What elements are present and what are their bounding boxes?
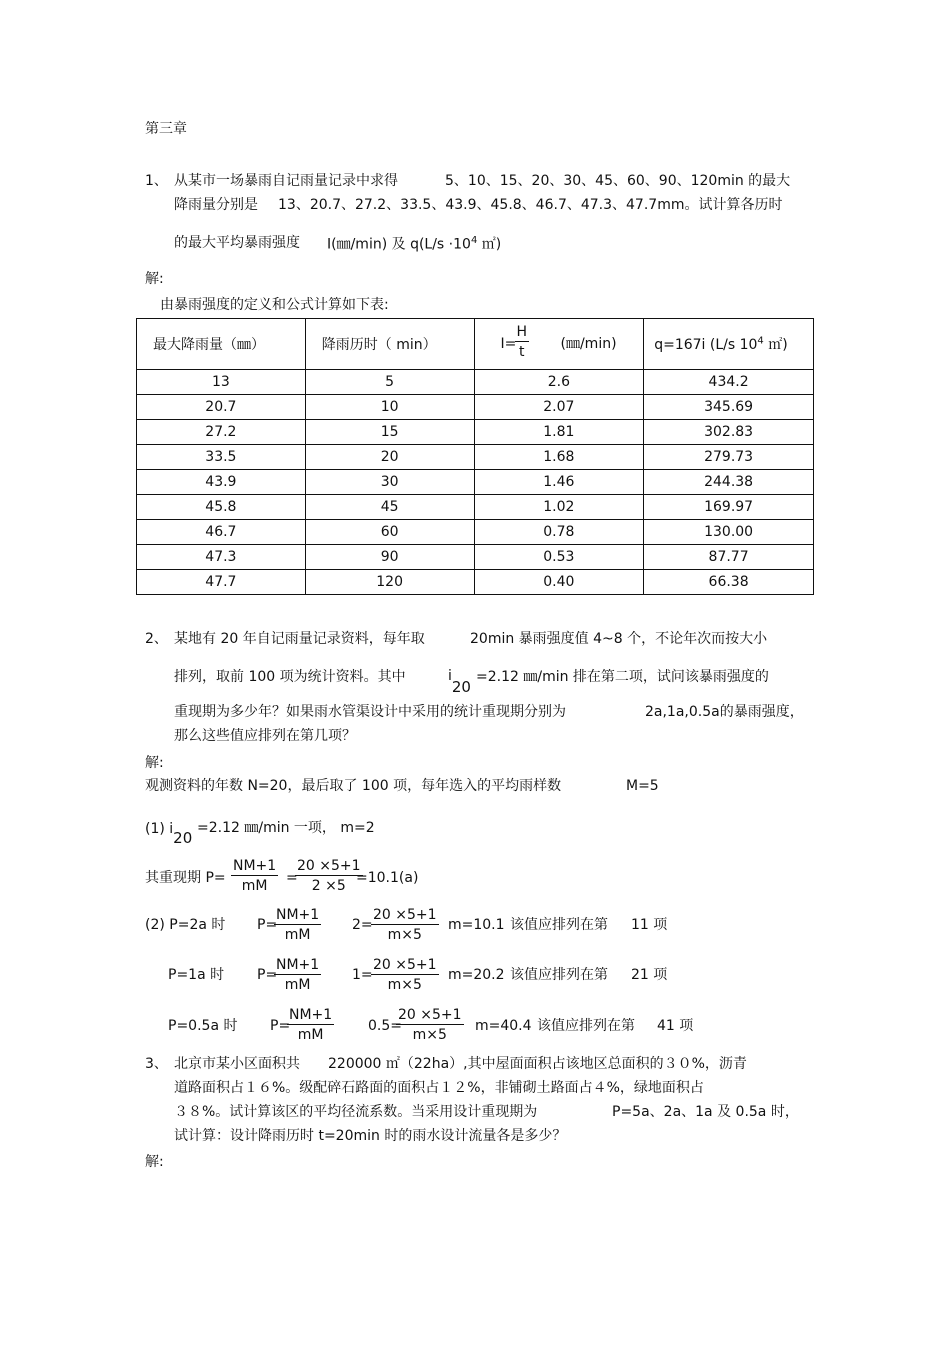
- q2-text-3a: 重现期为多少年？如果雨水管渠设计中采用的统计重现期分别为: [174, 704, 566, 720]
- case-1a-label: P=1a 时: [168, 967, 225, 983]
- table-row: [137, 495, 814, 520]
- q3-text-3b: P=5a、2a、1a 及 0.5a 时，: [612, 1104, 799, 1120]
- q3-text-1a: 北京市某小区面积共: [174, 1056, 300, 1072]
- case-05a-desc: 该值应排列在第: [537, 1018, 635, 1034]
- table-cell: 1.46: [474, 470, 644, 495]
- q1-solution-label: 解:: [145, 271, 164, 287]
- table-cell: 10: [305, 395, 474, 420]
- case-1a-fraction-values: $\frac{20 \times 5+1}{m\times 5}$: [373, 957, 437, 993]
- case-05a-label: P=0.5a 时: [168, 1018, 238, 1034]
- q2-text-2b: =2.12 ㎜/min 排在第二项，试问该暴雨强度的: [476, 669, 769, 685]
- q1-solution-intro: 由暴雨强度的定义和公式计算如下表:: [160, 297, 389, 313]
- table-cell: 279.73: [644, 445, 814, 470]
- table-cell: 87.77: [644, 545, 814, 570]
- q3-text-2: 道路面积占１６%。级配碎石路面的面积占１２%，非铺砌土路面占４%，绿地面积占: [174, 1080, 704, 1096]
- table-cell: 60: [305, 520, 474, 545]
- rp-equals: =: [286, 870, 298, 886]
- table-row: [137, 545, 814, 570]
- q2-number: 2、: [145, 631, 168, 647]
- table-cell: 66.38: [644, 570, 814, 595]
- case-1a-value: 1=: [352, 967, 373, 983]
- table-header-row: [137, 319, 814, 370]
- q1-text-2b: 13、20.7、27.2、33.5、43.9、45.8、46.7、47.3、47.7mm。试计算各历时: [278, 197, 783, 213]
- case-05a-m: m=40.4: [475, 1018, 532, 1034]
- header-q: q=167i (L/s $10^4$ ㎡): [644, 319, 814, 370]
- q2-observation-text: 观测资料的年数 N=20，最后取了 100 项，每年选入的平均雨样数: [145, 778, 562, 794]
- table-cell: 45.8: [137, 495, 306, 520]
- table-cell: 33.5: [137, 445, 306, 470]
- table-row: [137, 370, 814, 395]
- rp-result: =10.1(a): [356, 870, 419, 886]
- q2-observation-m: M=5: [626, 778, 659, 794]
- table-cell: 0.40: [474, 570, 644, 595]
- header-max-rainfall: 最大降雨量（㎜）: [137, 319, 306, 370]
- case-05a-p: P=: [270, 1018, 291, 1034]
- table-cell: 0.53: [474, 545, 644, 570]
- case-1a-p: P=: [257, 967, 278, 983]
- q1-text-1a: 从某市一场暴雨自记雨量记录中求得: [174, 173, 398, 189]
- table-cell: 1.02: [474, 495, 644, 520]
- table-cell: 47.7: [137, 570, 306, 595]
- case-2a-m: m=10.1: [448, 917, 505, 933]
- q1-text-1b: 5、10、15、20、30、45、60、90、120min 的最大: [445, 173, 791, 189]
- case-1a-m: m=20.2: [448, 967, 505, 983]
- table-row: [137, 570, 814, 595]
- header-intensity: I= $\frac{H}{t}$ (㎜/min): [474, 319, 644, 370]
- case-05a-rank: 41 项: [657, 1018, 694, 1034]
- case-05a-fraction-values: $\frac{20 \times 5+1}{m\times 5}$: [398, 1007, 462, 1043]
- table-cell: 434.2: [644, 370, 814, 395]
- rainfall-table: [136, 318, 814, 595]
- table-cell: 130.00: [644, 520, 814, 545]
- q3-solution-label: 解:: [145, 1154, 164, 1170]
- q3-text-1b: 220000 ㎡（22ha）,其中屋面面积占该地区总面积的３０%，沥青: [328, 1056, 747, 1072]
- table-cell: 46.7: [137, 520, 306, 545]
- q2-text-1b: 20min 暴雨强度值 4~8 个，不论年次而按大小: [470, 631, 768, 647]
- q1-number: 1、: [145, 173, 168, 189]
- table-cell: 30: [305, 470, 474, 495]
- table-row: [137, 395, 814, 420]
- case-2a-fraction: $\frac{NM+1}{mM}$: [276, 907, 320, 943]
- q3-text-3a: ３８%。试计算该区的平均径流系数。当采用设计重现期为: [174, 1104, 538, 1120]
- table-cell: 0.78: [474, 520, 644, 545]
- header-intensity-fraction: $\frac{H}{t}$: [516, 324, 528, 360]
- case-1a-fraction: $\frac{NM+1}{mM}$: [276, 957, 320, 993]
- q1-text-2a: 降雨量分别是: [174, 197, 258, 213]
- rp-fraction-values: $\frac{20 \times 5+1}{2 \times 5}$: [297, 858, 361, 894]
- q2-text-1a: 某地有 20 年自记雨量记录资料，每年取: [174, 631, 425, 647]
- case-2a-rank: 11 项: [631, 917, 668, 933]
- chapter-title: 第三章: [145, 121, 187, 137]
- case-2a-desc: 该值应排列在第: [510, 917, 608, 933]
- table-cell: 2.6: [474, 370, 644, 395]
- table-cell: 43.9: [137, 470, 306, 495]
- case-05a-value: 0.5=: [368, 1018, 402, 1034]
- table-cell: 1.68: [474, 445, 644, 470]
- rp-fraction-general: $\frac{NM+1}{mM}$: [233, 858, 277, 894]
- table-cell: 2.07: [474, 395, 644, 420]
- case-2a-p: P=: [257, 917, 278, 933]
- table-cell: 45: [305, 495, 474, 520]
- q2-part1: (1) i20: [145, 821, 193, 847]
- q3-text-4: 试计算：设计降雨历时 t=20min 时的雨水设计流量各是多少？: [174, 1128, 567, 1144]
- table-cell: 120: [305, 570, 474, 595]
- q2-i20: i20: [448, 668, 471, 696]
- table-cell: 345.69: [644, 395, 814, 420]
- table-cell: 302.83: [644, 420, 814, 445]
- q2-part1-text: =2.12 ㎜/min 一项， m=2: [197, 820, 375, 836]
- case-1a-desc: 该值应排列在第: [510, 967, 608, 983]
- case-2a-fraction-values: $\frac{20 \times 5+1}{m\times 5}$: [373, 907, 437, 943]
- q1-text-3a: 的最大平均暴雨强度: [174, 235, 300, 251]
- table-cell: 20: [305, 445, 474, 470]
- case-1a-rank: 21 项: [631, 967, 668, 983]
- case-05a-fraction: $\frac{NM+1}{mM}$: [289, 1007, 333, 1043]
- case-2a-value: 2=: [352, 917, 373, 933]
- q2-text-2a: 排列，取前 100 项为统计资料。其中: [174, 669, 406, 685]
- q2-text-4: 那么这些值应排列在第几项？: [174, 728, 356, 744]
- table-row: [137, 420, 814, 445]
- table-cell: 27.2: [137, 420, 306, 445]
- q2-solution-label: 解:: [145, 755, 164, 771]
- header-duration: 降雨历时（ min）: [305, 319, 474, 370]
- table-cell: 47.3: [137, 545, 306, 570]
- table-cell: 244.38: [644, 470, 814, 495]
- table-row: [137, 445, 814, 470]
- table-cell: 1.81: [474, 420, 644, 445]
- q3-number: 3、: [145, 1056, 168, 1072]
- rp-label: 其重现期 P=: [145, 870, 226, 886]
- table-cell: 5: [305, 370, 474, 395]
- table-row: [137, 520, 814, 545]
- table-cell: 20.7: [137, 395, 306, 420]
- table-cell: 169.97: [644, 495, 814, 520]
- q1-text-3b: I(㎜/min) 及 $q(L/s \cdot 10^4$ ㎡): [327, 235, 502, 253]
- table-cell: 90: [305, 545, 474, 570]
- q2-text-3b: 2a,1a,0.5a的暴雨强度，: [645, 704, 804, 720]
- case-2a-label: (2) P=2a 时: [145, 917, 226, 933]
- table-cell: 15: [305, 420, 474, 445]
- table-row: [137, 470, 814, 495]
- table-cell: 13: [137, 370, 306, 395]
